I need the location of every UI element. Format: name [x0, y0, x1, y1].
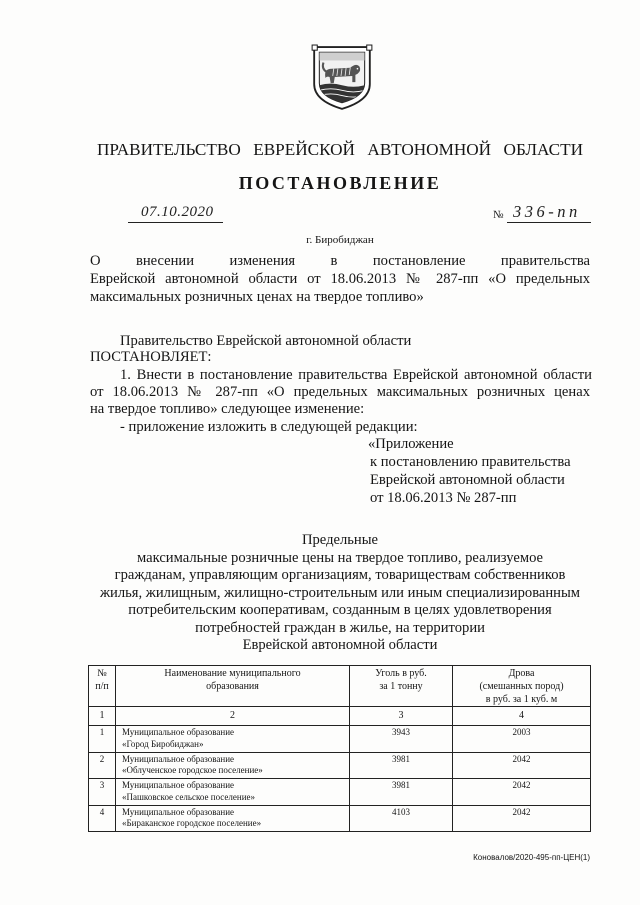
clause-line: от 18.06.2013 № 287-пп «О предельных максимальных розничных ценах	[90, 384, 590, 400]
clause-line: 1. Внести в постановление правительства Еврейской автономной области	[120, 367, 592, 383]
row-number: 3	[89, 779, 116, 806]
appendix-title-line: потребностей граждан в жилье, на территории	[195, 619, 485, 636]
subject-line: Еврейской автономной области от 18.06.2013 № 287-пп «О предельных	[90, 271, 590, 287]
preamble-line: Правительство Еврейской автономной области	[120, 333, 412, 349]
appendix-ref-line: «Приложение	[368, 436, 454, 452]
subject-line: О внесении изменения в постановление правительства	[90, 253, 590, 269]
appendix-title-line: жилья, жилищным, жилищно-строительным или иным специализированным	[99, 584, 581, 601]
column-number: 3	[350, 707, 453, 726]
document-date: 07.10.2020	[141, 204, 214, 220]
appendix-title-line: гражданам, управляющим организациям, товариществам собственников	[114, 567, 566, 583]
column-number-row	[89, 707, 591, 726]
document-number: 336-пп	[513, 202, 581, 221]
column-number: 2	[116, 707, 350, 726]
coal-price: 3981	[350, 779, 453, 806]
appendix-title-line: Еврейской автономной области	[242, 637, 438, 653]
appendix-ref-line: к постановлению правительства	[370, 454, 571, 470]
issuing-authority: ПРАВИТЕЛЬСТВО ЕВРЕЙСКОЙ АВТОНОМНОЙ ОБЛАСТИ	[97, 140, 583, 159]
clause-line: - приложение изложить в следующей редакции:	[120, 419, 418, 435]
header-firewood-price: Дрова (смешанных пород) в руб. за 1 куб. м	[453, 666, 591, 707]
column-number: 4	[453, 707, 591, 726]
header-municipality: Наименование муниципального образования	[116, 666, 350, 707]
subject-line: максимальных розничных ценах на твердое топливо»	[90, 289, 424, 305]
clause-line: на твердое топливо» следующее изменение:	[90, 401, 365, 417]
header-coal-price: Уголь в руб. за 1 тонну	[350, 666, 453, 707]
table-row	[89, 805, 591, 832]
municipality-name: Муниципальное образование «Облученское городское поселение»	[116, 752, 350, 779]
table-row	[89, 752, 591, 779]
municipality-name: Муниципальное образование «Бираканское городское поселение»	[116, 805, 350, 832]
firewood-price: 2042	[453, 779, 591, 806]
coal-price: 3981	[350, 752, 453, 779]
firewood-price: 2042	[453, 752, 591, 779]
appendix-title-line: Предельные	[301, 532, 379, 548]
table-row	[89, 779, 591, 806]
appendix-title-line: потребительским кооперативам, созданным в целях удовлетворения	[128, 602, 552, 618]
table-header-row	[89, 666, 591, 707]
firewood-price: 2003	[453, 726, 591, 753]
document-type: ПОСТАНОВЛЕНИЕ	[238, 173, 442, 193]
issuing-city: г. Биробиджан	[306, 234, 374, 246]
table-row	[89, 726, 591, 753]
municipality-name: Муниципальное образование «Пашковское сельское поселение»	[116, 779, 350, 806]
preamble-decree-word: ПОСТАНОВЛЯЕТ:	[90, 349, 212, 365]
column-number: 1	[89, 707, 116, 726]
executor-code: Коновалов/2020-495-пп-ЦЕН(1)	[473, 853, 590, 862]
municipality-name: Муниципальное образование «Город Биробиджан»	[116, 726, 350, 753]
firewood-price: 2042	[453, 805, 591, 832]
row-number: 2	[89, 752, 116, 779]
number-underline	[507, 222, 591, 223]
price-table	[88, 665, 591, 832]
coal-price: 4103	[350, 805, 453, 832]
appendix-title-line: максимальные розничные цены на твердое топливо, реализуемое	[136, 549, 544, 566]
row-number: 1	[89, 726, 116, 753]
coal-price: 3943	[350, 726, 453, 753]
appendix-ref-line: Еврейской автономной области	[370, 472, 565, 488]
header-row-number: № п/п	[89, 666, 116, 707]
date-underline	[128, 222, 223, 223]
appendix-ref-line: от 18.06.2013 № 287-пп	[370, 490, 517, 506]
number-sign: №	[493, 209, 504, 221]
row-number: 4	[89, 805, 116, 832]
coat-of-arms-icon	[311, 44, 373, 112]
